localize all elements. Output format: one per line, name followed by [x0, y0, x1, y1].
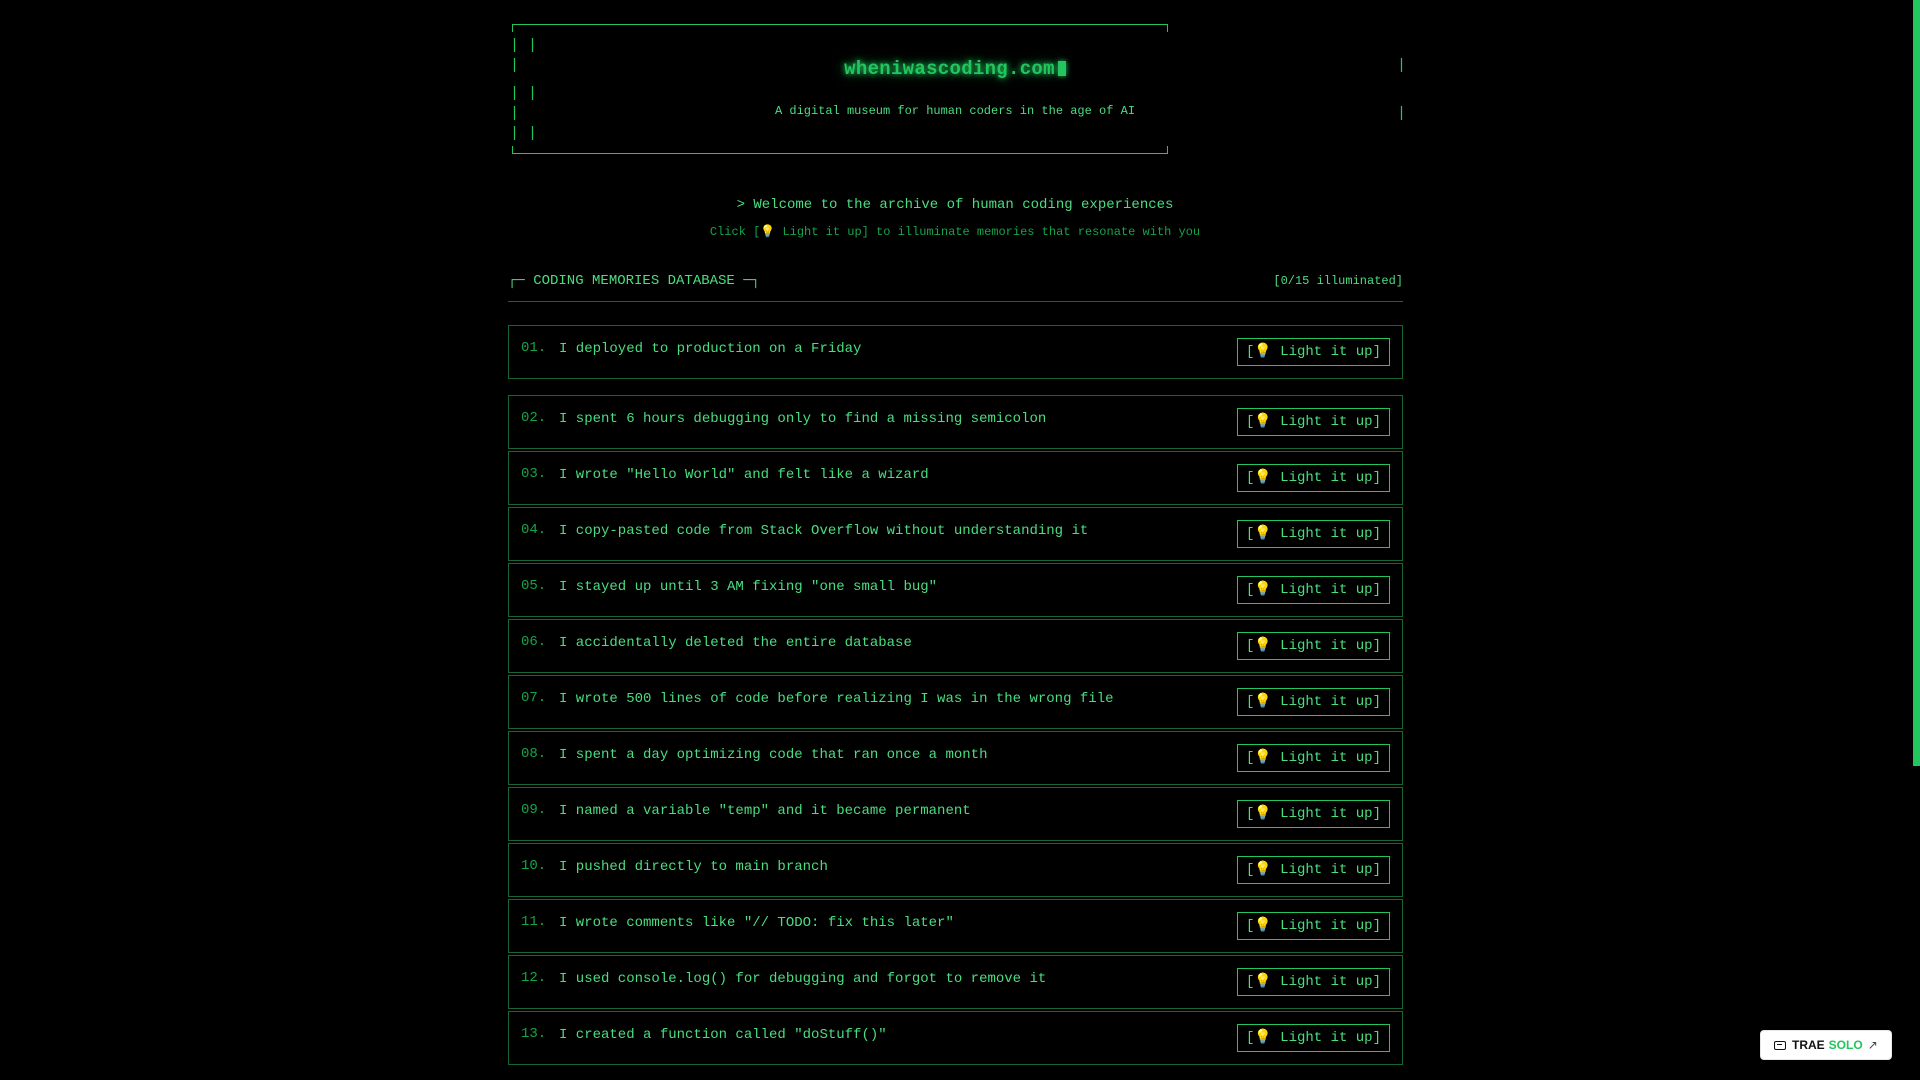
memory-item: [508, 955, 1403, 1009]
memory-text: I deployed to production on a Friday: [559, 341, 862, 357]
light-it-up-button[interactable]: [💡 Light it up]: [1237, 576, 1390, 604]
database-header: [508, 271, 1403, 302]
memory-number: 04.: [521, 522, 547, 538]
header-box-edge: |: [510, 105, 520, 122]
memory-number: 11.: [521, 914, 547, 930]
badge-brand-text: TRAE: [1792, 1038, 1825, 1052]
memory-list: [508, 325, 1403, 1067]
memory-text: I named a variable "temp" and it became permanent: [559, 803, 971, 819]
trae-solo-badge[interactable]: [1761, 1031, 1891, 1059]
memory-text: I wrote "Hello World" and felt like a wizard: [559, 467, 929, 483]
light-it-up-button[interactable]: [💡 Light it up]: [1237, 408, 1390, 436]
header-box-edge: | |: [510, 85, 538, 102]
header-box-corner-bl: [512, 146, 513, 154]
memory-number: 02.: [521, 410, 547, 426]
instructions-text: Click [💡 Light it up] to illuminate memories that resonate with you: [709, 225, 1201, 239]
memory-text: I pushed directly to main branch: [559, 859, 828, 875]
memory-number: 08.: [521, 746, 547, 762]
site-title-text: wheniwascoding.com: [844, 58, 1055, 80]
header-box-corner-tl: [512, 24, 513, 32]
memory-number: 12.: [521, 970, 547, 986]
light-it-up-button[interactable]: [💡 Light it up]: [1237, 744, 1390, 772]
memory-number: 13.: [521, 1026, 547, 1042]
light-it-up-button[interactable]: [💡 Light it up]: [1237, 800, 1390, 828]
scrollbar[interactable]: [1911, 0, 1920, 1080]
scrollbar-thumb[interactable]: [1913, 0, 1920, 766]
memory-text: I wrote 500 lines of code before realizing I was in the wrong file: [559, 691, 1114, 707]
light-it-up-button[interactable]: [💡 Light it up]: [1237, 968, 1390, 996]
header-box-top-border: [512, 24, 1168, 25]
memory-item: [508, 395, 1403, 449]
memory-text: I accidentally deleted the entire database: [559, 635, 912, 651]
illuminated-counter: [0/15 illuminated]: [1273, 274, 1403, 288]
memory-item: [508, 843, 1403, 897]
memory-item: [508, 619, 1403, 673]
memory-text: I used console.log() for debugging and forgot to remove it: [559, 971, 1047, 987]
header-box-edge: |: [1397, 105, 1407, 122]
memory-item: [508, 507, 1403, 561]
external-link-icon: ↗: [1867, 1038, 1878, 1052]
header-box-edge: | |: [510, 125, 538, 142]
memory-text: I copy-pasted code from Stack Overflow without understanding it: [559, 523, 1089, 539]
site-title: [0, 58, 1910, 80]
memory-text: I wrote comments like "// TODO: fix this later": [559, 915, 954, 931]
header-box-corner-tr: [1167, 24, 1168, 32]
memory-number: 03.: [521, 466, 547, 482]
memory-item: [508, 675, 1403, 729]
light-it-up-button[interactable]: [💡 Light it up]: [1237, 688, 1390, 716]
light-it-up-button[interactable]: [💡 Light it up]: [1237, 632, 1390, 660]
memory-number: 09.: [521, 802, 547, 818]
light-it-up-button[interactable]: [💡 Light it up]: [1237, 464, 1390, 492]
memory-number: 07.: [521, 690, 547, 706]
welcome-message: > Welcome to the archive of human coding experiences: [736, 197, 1174, 213]
light-it-up-button[interactable]: [💡 Light it up]: [1237, 338, 1390, 366]
site-subtitle: A digital museum for human coders in the age of AI: [774, 104, 1136, 118]
header-box-edge: | |: [510, 37, 538, 54]
header-box-edge: |: [510, 57, 520, 74]
memory-text: I spent a day optimizing code that ran once a month: [559, 747, 988, 763]
badge-solo-text: SOLO: [1828, 1038, 1863, 1052]
database-title: ┌─ CODING MEMORIES DATABASE ─┐: [508, 273, 761, 289]
header-box-bottom-border: [512, 153, 1168, 154]
memory-text: I created a function called "doStuff()": [559, 1027, 887, 1043]
trae-logo-icon: [1774, 1041, 1786, 1050]
memory-number: 01.: [521, 340, 547, 356]
blinking-cursor: [1058, 61, 1066, 76]
memory-item: [508, 325, 1403, 379]
light-it-up-button[interactable]: [💡 Light it up]: [1237, 856, 1390, 884]
memory-number: 05.: [521, 578, 547, 594]
memory-number: 06.: [521, 634, 547, 650]
memory-item: [508, 731, 1403, 785]
memory-item: [508, 787, 1403, 841]
memory-item: [508, 563, 1403, 617]
memory-item: [508, 899, 1403, 953]
memory-text: I stayed up until 3 AM fixing "one small bug": [559, 579, 938, 595]
header-box-edge: |: [1397, 57, 1407, 74]
memory-item: [508, 451, 1403, 505]
memory-number: 10.: [521, 858, 547, 874]
light-it-up-button[interactable]: [💡 Light it up]: [1237, 1024, 1390, 1052]
light-it-up-button[interactable]: [💡 Light it up]: [1237, 520, 1390, 548]
header-box-corner-br: [1167, 146, 1168, 154]
memory-item: [508, 1011, 1403, 1065]
memory-text: I spent 6 hours debugging only to find a missing semicolon: [559, 411, 1047, 427]
light-it-up-button[interactable]: [💡 Light it up]: [1237, 912, 1390, 940]
